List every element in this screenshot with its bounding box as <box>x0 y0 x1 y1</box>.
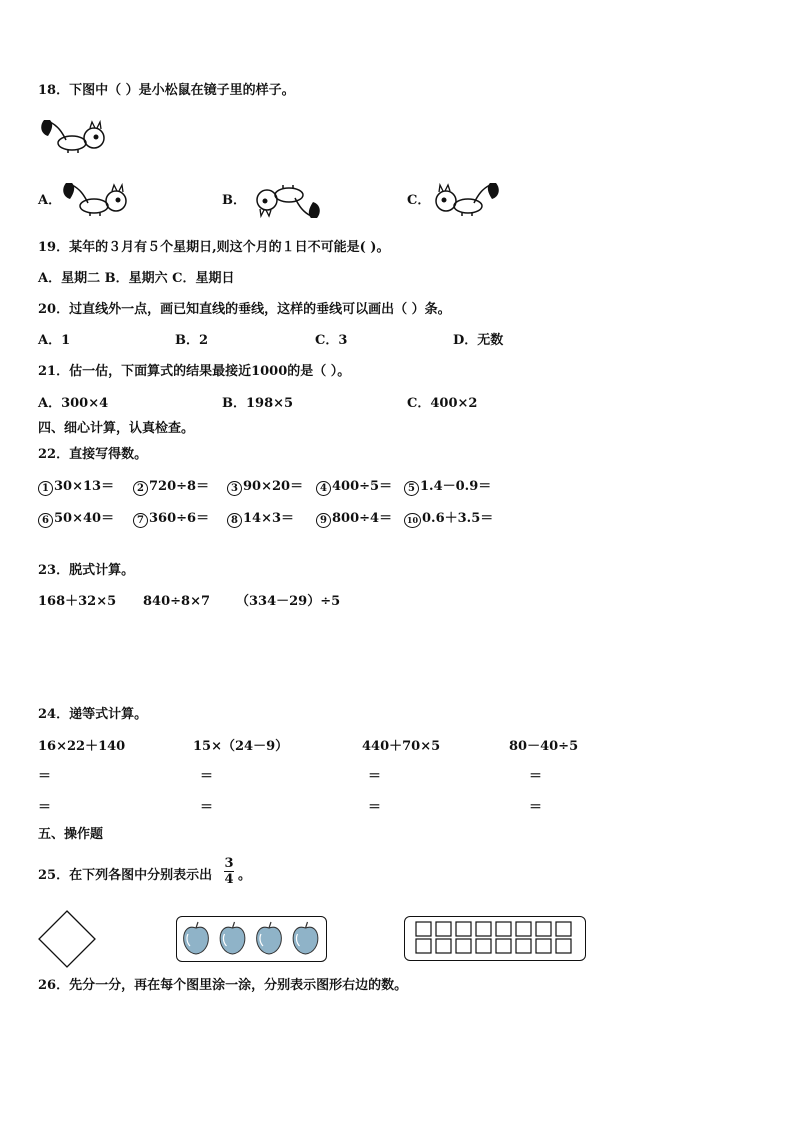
calc-item: 4 400÷5＝ <box>316 479 392 496</box>
calc-item: 9 800÷4＝ <box>316 511 392 528</box>
option-b-label[interactable]: B． <box>222 193 246 208</box>
calc-item: 6 50×40＝ <box>38 511 114 528</box>
calc-expression: （334－29）÷5 <box>236 594 341 609</box>
option-c[interactable]: C．400×2 <box>407 396 478 411</box>
squirrel-icon <box>38 116 110 156</box>
grid-square[interactable] <box>516 939 531 953</box>
apple-icon <box>257 922 282 954</box>
grid-square[interactable] <box>496 939 511 953</box>
item-number: 6 <box>38 513 53 528</box>
grid-square[interactable] <box>496 922 511 936</box>
diamond-shape[interactable] <box>38 910 96 968</box>
calc-item: 2 720÷8＝ <box>133 479 209 496</box>
item-number: 2 <box>133 481 148 496</box>
question-26-stem: 26．先分一分，再在每个图里涂一涂，分别表示图形右边的数。 <box>38 978 408 993</box>
apple-icon <box>293 922 318 954</box>
calc-item: 10 0.6＋3.5＝ <box>404 511 493 528</box>
option-c[interactable]: C．3 <box>315 333 348 348</box>
equals-sign: ＝ <box>38 800 52 815</box>
option-a[interactable]: A．300×4 <box>38 396 109 411</box>
item-number: 1 <box>38 481 53 496</box>
grid-square[interactable] <box>476 922 491 936</box>
apple-icon <box>184 922 209 954</box>
option-a[interactable]: A．1 <box>38 333 71 348</box>
squirrel-icon[interactable] <box>60 179 132 219</box>
calc-expression: 440＋70×5 <box>362 739 441 754</box>
option-d[interactable]: D．无数 <box>453 333 504 348</box>
squirrel-icon[interactable] <box>430 179 502 219</box>
item-number: 7 <box>133 513 148 528</box>
option-b[interactable]: B．198×5 <box>222 396 294 411</box>
grid-square[interactable] <box>556 922 571 936</box>
square-grid <box>404 916 586 962</box>
grid-square[interactable] <box>556 939 571 953</box>
section-5-title: 五、操作题 <box>38 827 104 842</box>
calc-item: 1 30×13＝ <box>38 479 114 496</box>
question-24-stem: 24．递等式计算。 <box>38 707 148 722</box>
equals-sign: ＝ <box>200 769 214 784</box>
calc-item: 5 1.4－0.9＝ <box>404 479 491 496</box>
fraction-numerator: 3 <box>224 856 234 871</box>
grid-square[interactable] <box>476 939 491 953</box>
equals-sign: ＝ <box>200 800 214 815</box>
grid-square[interactable] <box>536 922 551 936</box>
equals-sign: ＝ <box>368 769 382 784</box>
apple-icon <box>220 922 245 954</box>
grid-square[interactable] <box>416 939 431 953</box>
grid-square[interactable] <box>456 939 471 953</box>
question-19-options[interactable]: A．星期二 B．星期六 C．星期日 <box>38 271 235 286</box>
grid-square[interactable] <box>416 922 431 936</box>
calc-expression: 840÷8×7 <box>143 594 211 609</box>
question-21-stem: 21．估一估，下面算式的结果最接近1000的是（ ）。 <box>38 364 351 379</box>
equals-sign: ＝ <box>368 800 382 815</box>
calc-expression: 15×（24－9） <box>193 739 289 754</box>
equals-sign: ＝ <box>529 769 543 784</box>
equals-sign: ＝ <box>529 800 543 815</box>
grid-square[interactable] <box>536 939 551 953</box>
calc-expression: 80－40÷5 <box>509 739 579 754</box>
question-18-stem: 18．下图中（ ）是小松鼠在镜子里的样子。 <box>38 83 295 98</box>
question-23-stem: 23．脱式计算。 <box>38 563 135 578</box>
grid-square[interactable] <box>516 922 531 936</box>
squirrel-icon[interactable] <box>245 182 323 222</box>
question-19-stem: 19．某年的３月有５个星期日,则这个月的１日不可能是( )。 <box>38 240 390 255</box>
equals-sign: ＝ <box>38 769 52 784</box>
question-25-stem-end: 。 <box>238 868 252 883</box>
grid-square[interactable] <box>436 922 451 936</box>
fraction-three-quarters <box>222 857 236 886</box>
calc-expression: 168＋32×5 <box>38 594 117 609</box>
section-4-title: 四、细心计算，认真检查。 <box>38 421 195 436</box>
item-number: 9 <box>316 513 331 528</box>
item-number: 5 <box>404 481 419 496</box>
question-22-stem: 22．直接写得数。 <box>38 447 148 462</box>
item-number: 4 <box>316 481 331 496</box>
grid-square[interactable] <box>436 939 451 953</box>
option-b[interactable]: B．2 <box>175 333 209 348</box>
calc-item: 7 360÷6＝ <box>133 511 209 528</box>
option-c-label[interactable]: C． <box>407 193 431 208</box>
item-number: 10 <box>404 513 421 528</box>
question-25-stem: 25．在下列各图中分别表示出 <box>38 868 213 883</box>
question-20-stem: 20．过直线外一点，画已知直线的垂线，这样的垂线可以画出（ ）条。 <box>38 302 451 317</box>
calc-item: 8 14×3＝ <box>227 511 294 528</box>
calc-item: 3 90×20＝ <box>227 479 303 496</box>
grid-square[interactable] <box>456 922 471 936</box>
option-a-label[interactable]: A． <box>38 193 62 208</box>
item-number: 3 <box>227 481 242 496</box>
item-number: 8 <box>227 513 242 528</box>
apple-group <box>176 916 326 962</box>
fraction-denominator: 4 <box>224 872 234 887</box>
calc-expression: 16×22＋140 <box>38 739 126 754</box>
